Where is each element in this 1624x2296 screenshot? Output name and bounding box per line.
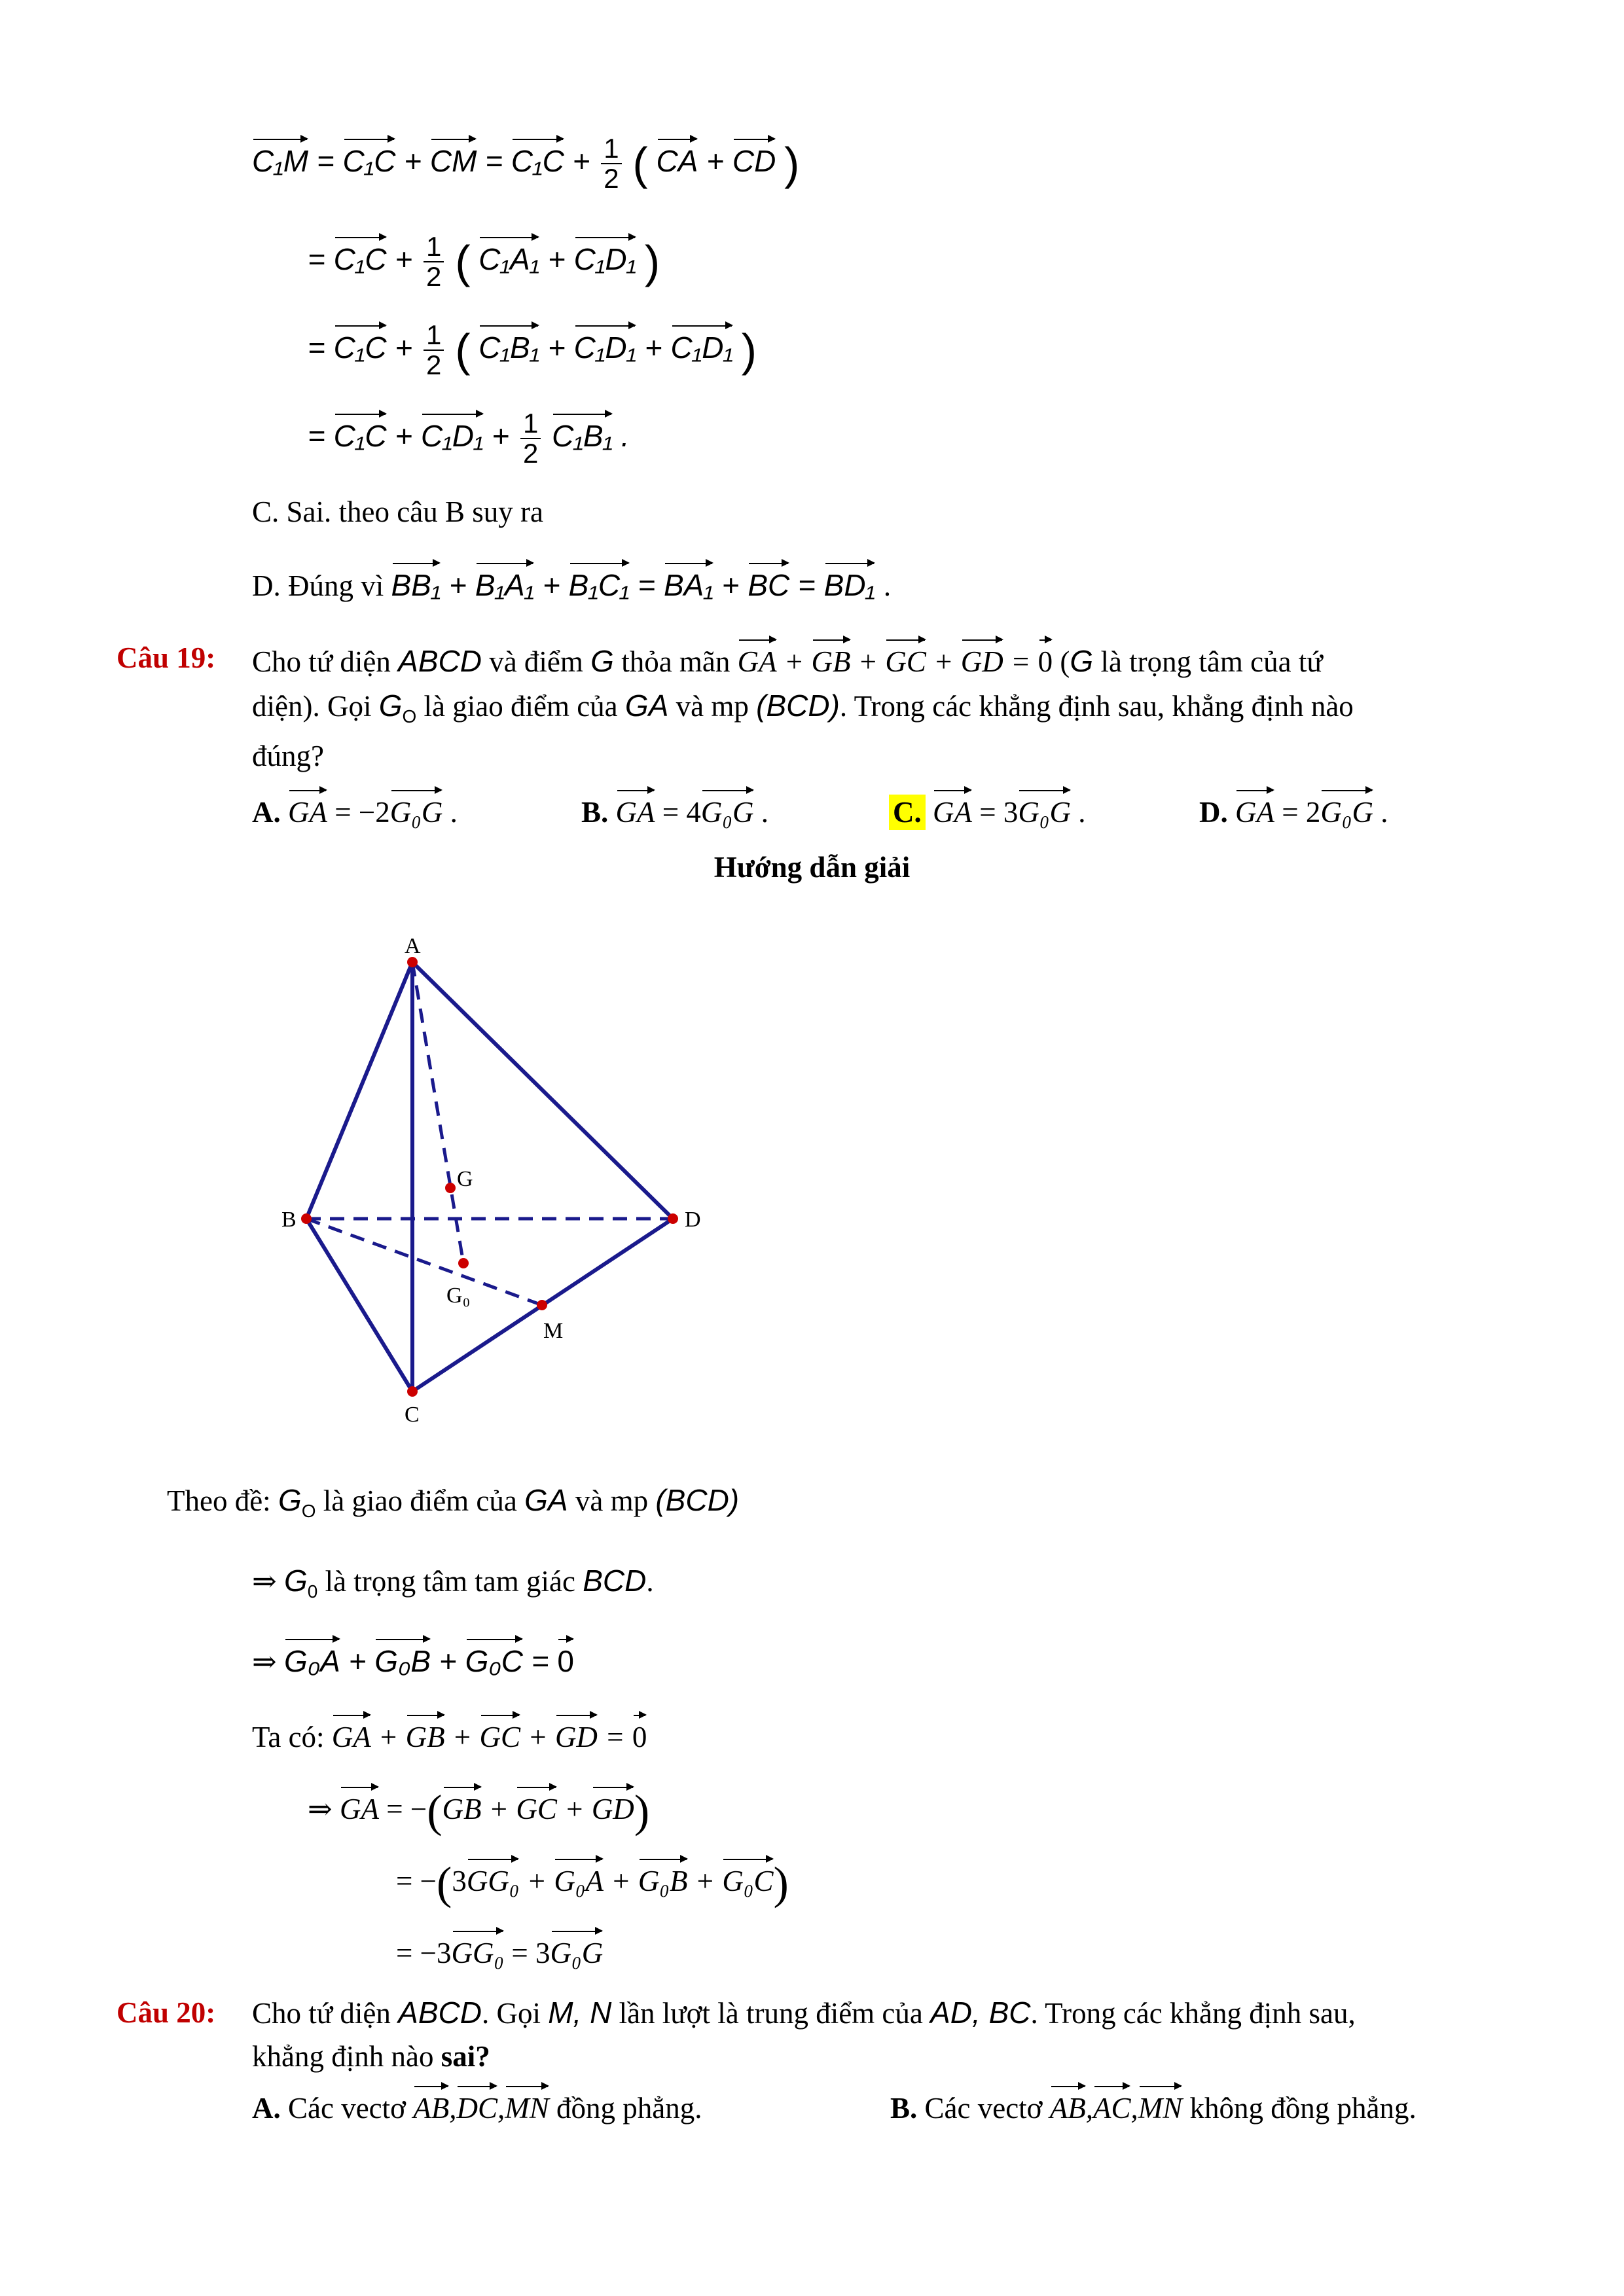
subscript: O bbox=[301, 1501, 316, 1521]
vector-term: G₀A bbox=[554, 1857, 604, 1901]
math-bcd: (BCD) bbox=[655, 1483, 740, 1517]
operator: + bbox=[488, 1793, 509, 1825]
operator: + bbox=[547, 242, 566, 277]
vector-term: C₁B₁ bbox=[552, 412, 613, 456]
text: Ta có: bbox=[252, 1721, 325, 1753]
operator: + bbox=[395, 242, 413, 277]
operator: = bbox=[308, 331, 325, 365]
question-20-label: Câu 20: bbox=[117, 1996, 216, 2029]
math-ga: GA bbox=[624, 689, 669, 723]
vector-term: CM bbox=[430, 137, 477, 181]
vector-term: GA bbox=[1235, 789, 1274, 832]
right-paren: ) bbox=[741, 325, 757, 376]
label-c: C bbox=[405, 1403, 420, 1427]
question-20-option-a[interactable] bbox=[252, 2085, 702, 2128]
math-go: G bbox=[278, 1483, 302, 1517]
option-key: B. bbox=[890, 2092, 918, 2125]
vector-term: C₁C bbox=[334, 412, 387, 456]
option-key-highlighted: C. bbox=[889, 795, 926, 830]
vector-term: C₁D₁ bbox=[671, 324, 733, 367]
vector-term: G₀B bbox=[374, 1638, 431, 1681]
text: thỏa mãn bbox=[621, 645, 731, 678]
eq-line-1 bbox=[252, 134, 799, 193]
operator: = −2 bbox=[334, 796, 390, 829]
question-20-line-1 bbox=[252, 1993, 1356, 2033]
text: . Trong các khẳng định sau, khẳng định nào bbox=[839, 690, 1354, 723]
denominator: 2 bbox=[522, 438, 539, 469]
text: là trọng tâm tam giác bbox=[325, 1565, 575, 1598]
zero-vector: 0 bbox=[1038, 638, 1053, 681]
vector-term: GA bbox=[340, 1785, 379, 1829]
vector-term: C₁A₁ bbox=[478, 236, 539, 279]
label-d: D bbox=[685, 1208, 701, 1232]
left-paren: ( bbox=[427, 1786, 442, 1837]
implies-symbol: ⇒ bbox=[308, 1793, 333, 1825]
operator: + bbox=[547, 331, 566, 365]
question-19-line-1 bbox=[252, 638, 1323, 681]
left-paren: ( bbox=[455, 236, 471, 287]
vector-term: B₁A₁ bbox=[475, 562, 534, 605]
right-paren: ) bbox=[644, 236, 660, 287]
point-d bbox=[668, 1213, 678, 1224]
math-bcd: (BCD) bbox=[756, 689, 840, 723]
subscript: O bbox=[402, 706, 417, 726]
option-key: A. bbox=[252, 796, 281, 829]
math-go: G bbox=[378, 689, 403, 723]
vector-term: C₁C bbox=[511, 137, 564, 181]
operator: = bbox=[605, 1721, 625, 1753]
numerator: 1 bbox=[601, 134, 621, 164]
end-mark: . bbox=[621, 419, 630, 454]
point-g0 bbox=[458, 1258, 469, 1268]
solution-line-6 bbox=[396, 1857, 789, 1909]
left-paren: ( bbox=[437, 1858, 452, 1909]
vector-term: AC bbox=[1093, 2085, 1131, 2128]
vector-term: BA₁ bbox=[664, 562, 713, 605]
vector-term: G₀C bbox=[722, 1857, 773, 1901]
text: và mp bbox=[676, 690, 749, 723]
denominator: 2 bbox=[426, 350, 442, 380]
edge-ad bbox=[412, 962, 673, 1219]
vector-term: MN bbox=[1138, 2085, 1183, 2128]
vector-term: C₁C bbox=[343, 137, 396, 181]
denominator: 2 bbox=[604, 163, 619, 194]
operator: + bbox=[404, 144, 422, 179]
operator: + bbox=[857, 645, 878, 678]
denominator: 2 bbox=[426, 261, 442, 292]
fraction bbox=[424, 232, 444, 291]
vector-term: AB bbox=[413, 2085, 449, 2128]
end-mark: . bbox=[883, 569, 892, 602]
operator: + bbox=[564, 1793, 585, 1825]
fraction bbox=[601, 134, 621, 193]
operator: = 4 bbox=[662, 796, 701, 829]
math-abcd: ABCD bbox=[398, 644, 482, 678]
question-19-line-2 bbox=[252, 686, 1354, 736]
separator: , bbox=[449, 2092, 457, 2125]
option-key: B. bbox=[581, 796, 609, 829]
vector-term: GA bbox=[933, 789, 972, 832]
operator: + bbox=[449, 568, 467, 602]
solution-line-5 bbox=[308, 1785, 650, 1837]
question-20-line-2 bbox=[252, 2037, 490, 2076]
label-m: M bbox=[543, 1319, 564, 1343]
text: Cho tứ diện bbox=[252, 1997, 391, 2030]
solution-line-4 bbox=[252, 1713, 647, 1757]
right-paren: ) bbox=[773, 1858, 789, 1909]
operator: = bbox=[308, 419, 325, 454]
vector-term: C₁B₁ bbox=[478, 324, 539, 367]
text: và mp bbox=[575, 1484, 649, 1517]
vector-term: C₁C bbox=[334, 236, 387, 279]
option-d-label: D. Đúng vì bbox=[252, 569, 384, 602]
guide-title: Hướng dẫn giải bbox=[713, 851, 911, 884]
operator: = − bbox=[386, 1793, 427, 1825]
operator: + bbox=[439, 1644, 457, 1678]
text: lần lượt là trung điểm của bbox=[619, 1997, 923, 2030]
vector-term: GC bbox=[480, 1713, 521, 1757]
vector-term: G₀B bbox=[638, 1857, 688, 1901]
end-mark: . bbox=[761, 796, 769, 829]
question-19-line-3: đúng? bbox=[252, 740, 324, 772]
operator: + bbox=[784, 645, 804, 678]
vector-term: GA bbox=[616, 789, 655, 832]
label-b: B bbox=[281, 1208, 297, 1232]
operator: = bbox=[798, 568, 816, 602]
vector-term: GD bbox=[592, 1785, 634, 1829]
question-19-option-c[interactable] bbox=[889, 789, 1086, 832]
emphasis-sai: sai? bbox=[441, 2040, 490, 2073]
operator: + bbox=[572, 144, 590, 179]
option-c-note: C. Sai. theo câu B suy ra bbox=[252, 495, 543, 528]
vector-term: GD bbox=[961, 638, 1003, 681]
eq-line-2 bbox=[308, 232, 660, 291]
option-key: D. bbox=[1199, 796, 1228, 829]
math-ga: GA bbox=[524, 1483, 568, 1517]
vector-term: GA bbox=[288, 789, 327, 832]
text: Cho tứ diện bbox=[252, 645, 391, 678]
point-m bbox=[537, 1300, 547, 1310]
operator: + bbox=[395, 419, 413, 454]
solution-line-3 bbox=[252, 1638, 574, 1681]
vector-term: G₀G bbox=[701, 789, 754, 832]
numerator: 1 bbox=[520, 409, 541, 439]
vector-term: GC bbox=[516, 1785, 557, 1829]
edge-bc bbox=[306, 1219, 412, 1391]
tetrahedron-figure bbox=[275, 929, 720, 1427]
text: Các vectơ bbox=[924, 2092, 1043, 2125]
segment-bm bbox=[306, 1219, 542, 1305]
implies-symbol: ⇒ bbox=[252, 1645, 277, 1678]
vector-term: BB₁ bbox=[391, 562, 441, 605]
operator: + bbox=[528, 1721, 548, 1753]
label-g0: G₀ bbox=[446, 1283, 471, 1308]
vector-term: C₁D₁ bbox=[574, 324, 636, 367]
text: . Gọi bbox=[481, 1997, 541, 2030]
text: không đồng phẳng. bbox=[1189, 2092, 1416, 2125]
point-a bbox=[407, 957, 418, 967]
left-paren: ( bbox=[455, 325, 471, 376]
fraction bbox=[424, 321, 444, 380]
zero-vector: 0 bbox=[632, 1713, 647, 1757]
vector-term: GG₀ bbox=[452, 1929, 505, 1973]
question-19-label: Câu 19: bbox=[117, 641, 216, 674]
operator: = bbox=[308, 242, 325, 277]
text: Các vectơ bbox=[288, 2092, 406, 2125]
math-g0: G bbox=[283, 1564, 308, 1598]
operator: = 2 bbox=[1282, 796, 1321, 829]
operator: = − bbox=[396, 1865, 437, 1897]
vector-term: GB bbox=[812, 638, 851, 681]
coefficient: 3 bbox=[452, 1865, 467, 1897]
question-19-option-b[interactable] bbox=[581, 789, 768, 832]
numerator: 1 bbox=[424, 321, 444, 351]
zero-vector: 0 bbox=[557, 1638, 574, 1681]
operator: = bbox=[638, 568, 656, 602]
subscript: 0 bbox=[307, 1581, 318, 1602]
vector-term: GG₀ bbox=[467, 1857, 520, 1901]
option-key: A. bbox=[252, 2092, 281, 2125]
vector-term: C₁D₁ bbox=[421, 412, 483, 456]
question-19-option-d[interactable] bbox=[1199, 789, 1388, 832]
math-adbc: AD, BC bbox=[930, 1996, 1031, 2030]
operator: = 3 bbox=[511, 1937, 550, 1969]
operator: + bbox=[695, 1865, 715, 1897]
vector-term: GA bbox=[332, 1713, 371, 1757]
vector-term: CA bbox=[657, 137, 698, 181]
separator: , bbox=[1085, 2092, 1093, 2125]
eq-line-3 bbox=[308, 321, 757, 380]
operator: = bbox=[531, 1644, 549, 1678]
question-20-option-b[interactable] bbox=[890, 2085, 1416, 2128]
operator: = bbox=[485, 144, 503, 179]
vector-term: MN bbox=[505, 2085, 549, 2128]
separator: , bbox=[497, 2092, 505, 2125]
solution-line-7 bbox=[396, 1929, 603, 1973]
label-g: G bbox=[457, 1167, 473, 1191]
label-a: A bbox=[405, 934, 421, 958]
edge-ab bbox=[306, 962, 412, 1219]
operator: + bbox=[542, 568, 560, 602]
vector-term: GC bbox=[885, 638, 926, 681]
end-mark: . bbox=[646, 1565, 654, 1598]
vector-term: GB bbox=[406, 1713, 445, 1757]
operator: + bbox=[721, 568, 740, 602]
separator: , bbox=[1130, 2092, 1138, 2125]
operator: + bbox=[526, 1865, 547, 1897]
text: ( bbox=[1060, 645, 1070, 678]
vector-term: G₀G bbox=[1018, 789, 1071, 832]
operator: + bbox=[348, 1644, 367, 1678]
math-g: G bbox=[590, 644, 614, 678]
vector-term: GD bbox=[555, 1713, 598, 1757]
left-paren: ( bbox=[632, 138, 648, 189]
vector-term: G₀C bbox=[465, 1638, 523, 1681]
operator: + bbox=[706, 144, 725, 179]
end-mark: . bbox=[450, 796, 458, 829]
right-paren: ) bbox=[634, 1786, 650, 1837]
point-g bbox=[445, 1183, 456, 1193]
end-mark: . bbox=[1078, 796, 1086, 829]
implies-symbol: ⇒ bbox=[252, 1565, 277, 1598]
operator: + bbox=[492, 419, 510, 454]
point-c bbox=[407, 1386, 418, 1397]
text: khẳng định nào bbox=[252, 2040, 434, 2073]
right-paren: ) bbox=[784, 138, 800, 189]
operator: + bbox=[644, 331, 662, 365]
text: Theo đề: bbox=[167, 1484, 271, 1517]
point-b bbox=[301, 1213, 312, 1224]
operator: = bbox=[316, 144, 334, 179]
operator: + bbox=[378, 1721, 399, 1753]
solution-line-1 bbox=[167, 1480, 739, 1531]
vector-term: BC bbox=[748, 562, 789, 605]
vector-term: BD₁ bbox=[824, 562, 875, 605]
math-bcd: BCD bbox=[583, 1564, 647, 1598]
text: đồng phẳng. bbox=[556, 2092, 702, 2125]
question-19-option-a[interactable] bbox=[252, 789, 458, 832]
vector-term: GA bbox=[738, 638, 777, 681]
operator: + bbox=[452, 1721, 473, 1753]
solution-line-2 bbox=[252, 1561, 654, 1611]
vector-term: GB bbox=[442, 1785, 482, 1829]
fraction bbox=[520, 409, 541, 468]
vector-term: G₀A bbox=[284, 1638, 340, 1681]
vector-term: C₁C bbox=[334, 324, 387, 367]
text: . Trong các khẳng định sau, bbox=[1030, 1997, 1356, 2030]
operator: + bbox=[395, 331, 413, 365]
vector-term: CD bbox=[732, 137, 776, 181]
eq-line-4 bbox=[308, 409, 630, 468]
math-abcd: ABCD bbox=[398, 1996, 482, 2030]
text: và điểm bbox=[489, 645, 583, 678]
vector-term: G₀G bbox=[1320, 789, 1373, 832]
vector-term: B₁C₁ bbox=[569, 562, 630, 605]
operator: = bbox=[1011, 645, 1031, 678]
operator: + bbox=[933, 645, 954, 678]
text: là trọng tâm của tứ bbox=[1100, 645, 1323, 678]
text: là giao điểm của bbox=[323, 1484, 517, 1517]
operator: + bbox=[611, 1865, 631, 1897]
end-mark: . bbox=[1380, 796, 1388, 829]
vector-term: AB bbox=[1050, 2085, 1086, 2128]
text: diện). Gọi bbox=[252, 690, 372, 723]
text: là giao điểm của bbox=[424, 690, 618, 723]
vector-term: DC bbox=[456, 2085, 497, 2128]
vector-term: G₀G bbox=[390, 789, 443, 832]
vector-term: C₁D₁ bbox=[574, 236, 636, 279]
operator: = 3 bbox=[979, 796, 1019, 829]
operator: = −3 bbox=[396, 1937, 452, 1969]
vector-term: G₀G bbox=[550, 1929, 604, 1973]
numerator: 1 bbox=[424, 232, 444, 262]
option-d-note bbox=[252, 562, 891, 605]
math-mn: M, N bbox=[548, 1996, 612, 2030]
math-g: G bbox=[1070, 644, 1094, 678]
vector-term: C₁M bbox=[252, 137, 308, 181]
